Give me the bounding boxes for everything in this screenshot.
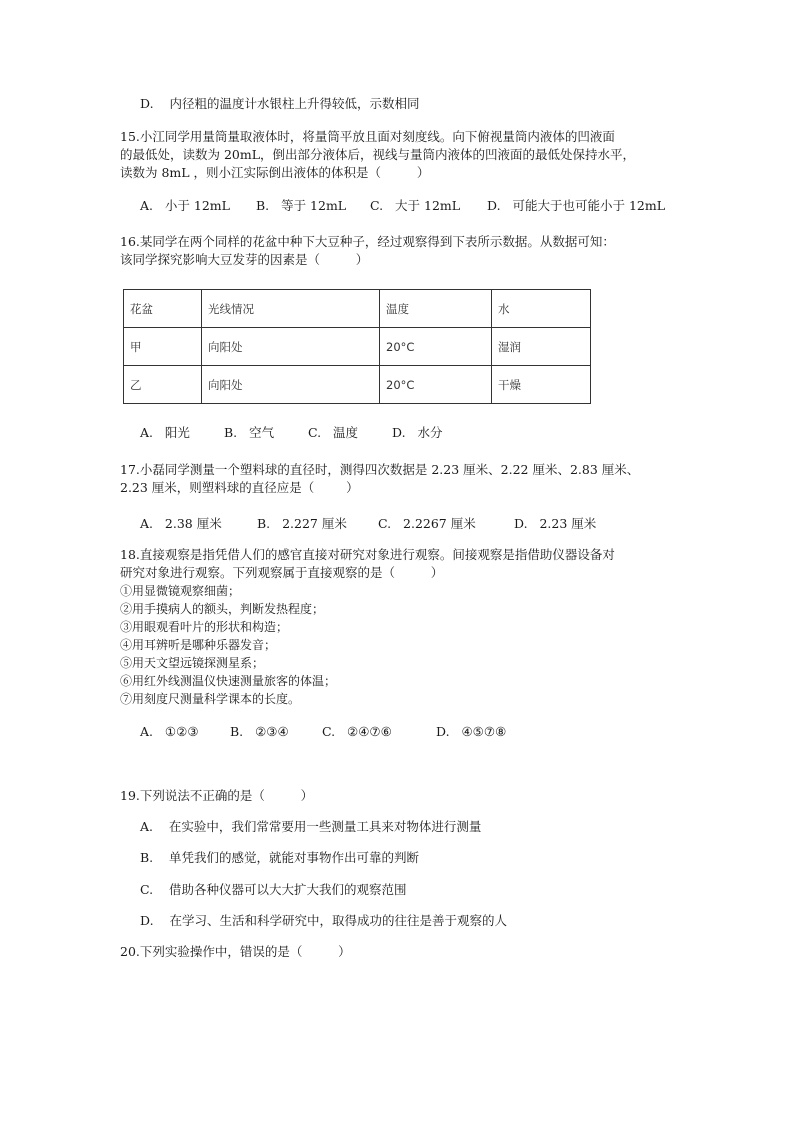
q18-item-4: ④用耳辨听是哪种乐器发音； (120, 638, 277, 652)
q17-stem-line2: 2.23 厘米，则塑料球的直径应是（ ） (120, 480, 359, 495)
table-cell: 20°C (380, 328, 492, 366)
q18-options (140, 723, 506, 741)
q18-stem-line1: 18.直接观察是指凭借人们的感官直接对研究对象进行观察。间接观察是指借助仪器设备对 (120, 547, 615, 562)
q20-stem: 20.下列实验操作中，错误的是（ ） (120, 944, 351, 959)
table-header-cell: 花盆 (124, 290, 202, 328)
q16-option-c: C. 温度 (308, 425, 359, 440)
q14-option-d: D. 内径粗的温度计水银柱上升得较低，示数相同 (140, 96, 420, 111)
q16-options (140, 424, 442, 442)
q16-stem-line2: 该同学探究影响大豆发芽的因素是（ ） (120, 252, 369, 267)
q19-option-d: D. 在学习、生活和科学研究中，取得成功的往往是善于观察的人 (140, 913, 507, 928)
table-cell: 甲 (124, 328, 202, 366)
q16-data-table (123, 289, 591, 404)
q17-option-d: D. 2.23 厘米 (514, 516, 597, 531)
q16-option-b: B. 空气 (224, 425, 275, 440)
q18-item-3: ③用眼观看叶片的形状和构造； (120, 620, 289, 634)
q18-item-7: ⑦用刻度尺测量科学课本的长度。 (120, 692, 301, 706)
q18-item-6: ⑥用红外线测温仪快速测量旅客的体温； (120, 674, 337, 688)
table-cell: 20°C (380, 366, 492, 404)
table-row (124, 328, 591, 366)
table-header-row (124, 290, 591, 328)
table-row (124, 366, 591, 404)
q16-option-d: D. 水分 (392, 425, 443, 440)
q18-item-2: ②用手摸病人的额头，判断发热程度； (120, 602, 325, 616)
q15-stem-line2: 的最低处，读数为 20mL，倒出部分液体后，视线与量筒内液体的凹液面的最低处保持水平， (120, 147, 636, 162)
q18-item-5: ⑤用天文望远镜探测星系； (120, 656, 265, 670)
q18-item-1: ①用显微镜观察细菌； (120, 584, 241, 598)
q15-stem-line1: 15.小江同学用量筒量取液体时，将量筒平放且面对刻度线。向下俯视量筒内液体的凹液面 (120, 129, 615, 144)
table-header-cell: 光线情况 (202, 290, 380, 328)
table-cell: 向阳处 (202, 366, 380, 404)
q16-stem-line1: 16.某同学在两个同样的花盆中种下大豆种子，经过观察得到下表所示数据。从数据可知： (120, 234, 615, 249)
table-cell: 湿润 (492, 328, 591, 366)
q15-option-d: D. 可能大于也可能小于 12mL (487, 198, 666, 213)
q17-option-c: C. 2.2267 厘米 (378, 516, 476, 531)
table-header-cell: 温度 (380, 290, 492, 328)
q19-stem: 19.下列说法不正确的是（ ） (120, 788, 314, 803)
q16-option-a: A. 阳光 (140, 425, 190, 440)
q15-option-c: C. 大于 12mL (370, 198, 461, 213)
q15-option-b: B. 等于 12mL (256, 198, 347, 213)
q19-option-a: A. 在实验中，我们常常要用一些测量工具来对物体进行测量 (140, 819, 482, 834)
q18-option-d: D. ④⑤⑦⑧ (436, 724, 507, 739)
table-cell: 干燥 (492, 366, 591, 404)
q18-stem-line2: 研究对象进行观察。下列观察属于直接观察的是（ ） (120, 565, 444, 580)
q15-stem-line3: 读数为 8mL ，则小江实际倒出液体的体积是（ ） (120, 165, 430, 180)
q19-option-c: C. 借助各种仪器可以大大扩大我们的观察范围 (140, 882, 407, 897)
q17-option-b: B. 2.227 厘米 (257, 516, 347, 531)
q17-option-a: A. 2.38 厘米 (140, 516, 222, 531)
q15-options (140, 197, 665, 215)
table-cell: 向阳处 (202, 328, 380, 366)
q19-option-b: B. 单凭我们的感觉，就能对事物作出可靠的判断 (140, 850, 420, 865)
q17-stem-line1: 17.小磊同学测量一个塑料球的直径时，测得四次数据是 2.23 厘米、2.22 厘米、2.83 厘米、 (120, 462, 640, 477)
table-cell: 乙 (124, 366, 202, 404)
q18-option-b: B. ②③④ (230, 724, 289, 739)
q18-option-a: A. ①②③ (140, 724, 199, 739)
q15-option-a: A. 小于 12mL (140, 198, 230, 213)
q18-option-c: C. ②④⑦⑥ (322, 724, 392, 739)
table-header-cell: 水 (492, 290, 591, 328)
q17-options (140, 515, 596, 533)
